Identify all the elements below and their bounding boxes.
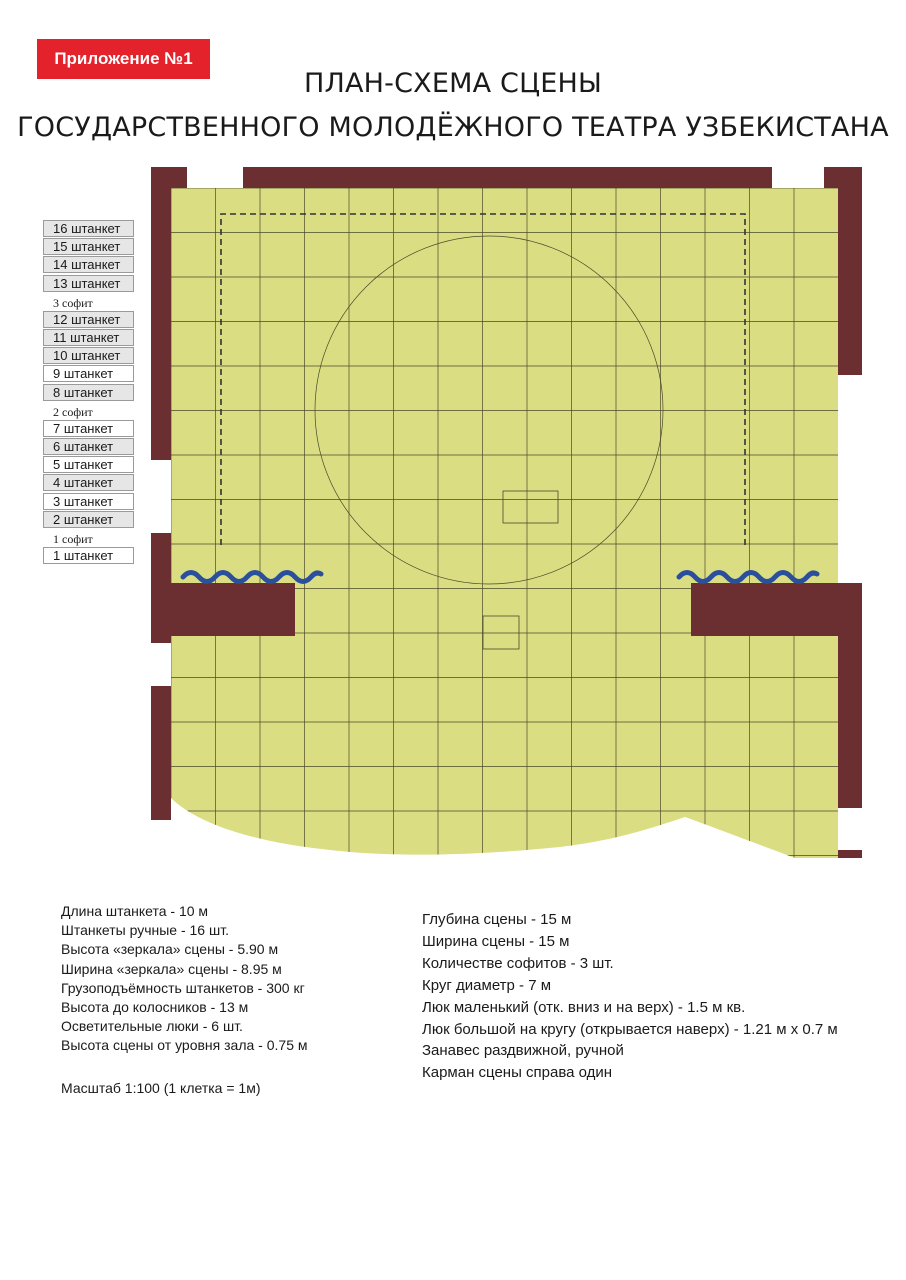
spec-line: Высота «зеркала» сцены - 5.90 м	[61, 941, 279, 958]
soffit-label: 2 софит	[53, 404, 93, 419]
spec-line: Глубина сцены - 15 м	[422, 911, 572, 928]
scale-note-text: Масштаб 1:100 (1 клетка = 1м)	[61, 1080, 261, 1096]
soffit-label: 3 софит	[53, 295, 93, 310]
batten-label: 4 штанкет	[43, 474, 134, 491]
batten-label: 11 штанкет	[43, 329, 134, 346]
page-title-line-1: ПЛАН-СХЕМА СЦЕНЫ	[303, 68, 603, 99]
batten-label: 1 штанкет	[43, 547, 134, 564]
wall-right-lower	[838, 583, 862, 808]
batten-label: 16 штанкет	[43, 220, 134, 237]
batten-label: 13 штанкет	[43, 275, 134, 292]
wall-top	[243, 167, 772, 188]
spec-line: Ширина «зеркала» сцены - 8.95 м	[61, 960, 282, 977]
wall-right-top-cap	[824, 167, 862, 188]
spec-line: Высота до колосников - 13 м	[61, 999, 249, 1016]
batten-label: 2 штанкет	[43, 511, 134, 528]
batten-label: 8 штанкет	[43, 384, 134, 401]
batten-label: 9 штанкет	[43, 365, 134, 382]
soffit-label: 1 софит	[53, 532, 93, 546]
specs-right	[422, 909, 838, 1084]
batten-label: 10 штанкет	[43, 347, 134, 364]
batten-label: 14 штанкет	[43, 256, 134, 273]
wall-left-upper	[151, 167, 171, 460]
batten-label: 15 штанкет	[43, 238, 134, 255]
appendix-badge-label: Приложение №1	[54, 49, 193, 68]
spec-line: Длина штанкета - 10 м	[61, 903, 209, 919]
wall-left-lower	[151, 686, 171, 820]
spec-line: Осветительные люки - 6 шт.	[61, 1018, 243, 1035]
batten-label: 3 штанкет	[43, 493, 134, 510]
spec-line: Круг диаметр - 7 м	[422, 976, 552, 994]
spec-line: Карман сцены справа один	[422, 1064, 613, 1082]
batten-label: 6 штанкет	[43, 438, 134, 455]
spec-line: Занавес раздвижной, ручной	[422, 1042, 624, 1060]
specs-left	[61, 902, 308, 1056]
batten-label: 5 штанкет	[43, 456, 134, 473]
spec-line: Штанкеты ручные - 16 шт.	[61, 922, 229, 939]
batten-label: 7 штанкет	[43, 420, 134, 437]
wall-right-upper	[838, 188, 862, 375]
spec-line: Люк большой на кругу (открывается наверх) - 1.21 м x 0.7 м	[422, 1020, 838, 1038]
proscenium-left	[151, 583, 295, 636]
wall-left-upper-cap	[151, 167, 187, 188]
batten-label: 12 штанкет	[43, 311, 134, 328]
spec-line: Грузоподъёмность штанкетов - 300 кг	[61, 979, 305, 996]
scale-note	[61, 1079, 260, 1098]
spec-line: Ширина сцены - 15 м	[422, 932, 570, 950]
wall-right-bottom-stub	[838, 850, 862, 858]
spec-line: Высота сцены от уровня зала - 0.75 м	[61, 1037, 308, 1054]
spec-line: Люк маленький (отк. вниз и на верх) - 1.5 м кв.	[422, 998, 746, 1016]
proscenium-right	[691, 583, 862, 636]
spec-line: Количестве софитов - 3 шт.	[422, 954, 614, 972]
page-title-line-2: ГОСУДАРСТВЕННОГО МОЛОДЁЖНОГО ТЕАТРА УЗБЕКИСТАНА	[17, 112, 889, 143]
